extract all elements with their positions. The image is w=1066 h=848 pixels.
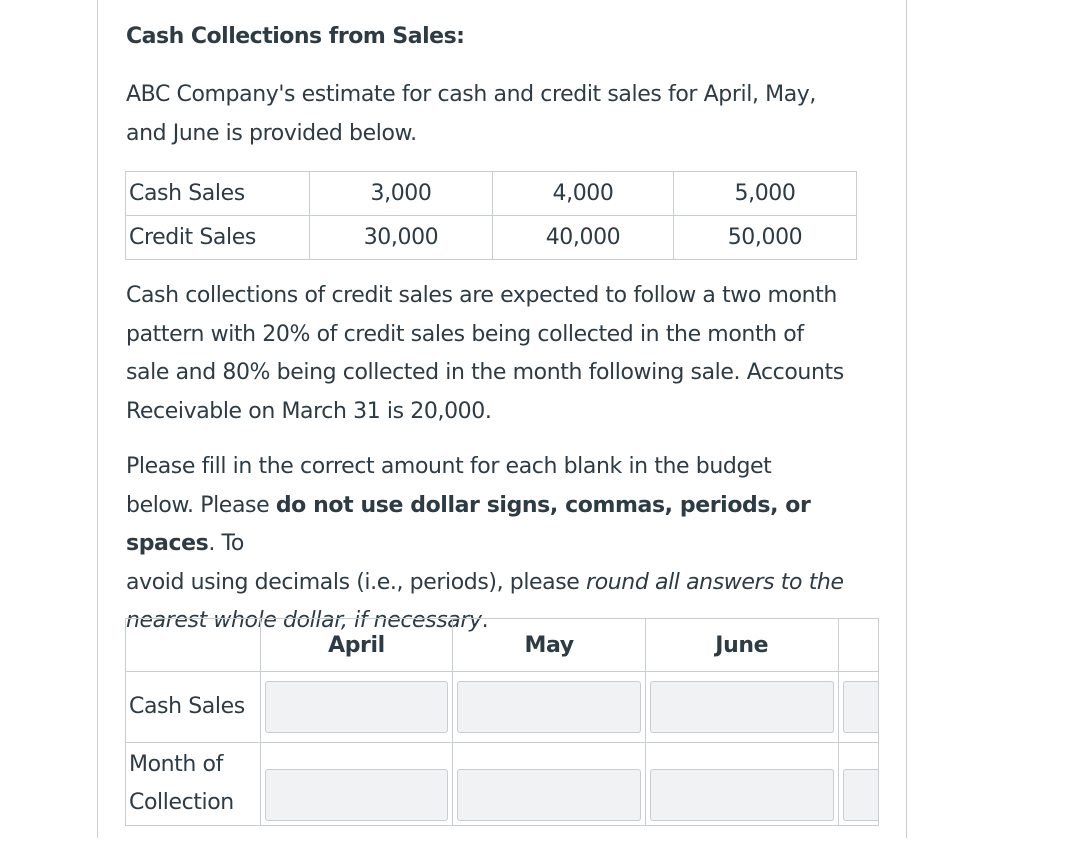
answer-input-collection-april[interactable] [265,769,449,821]
budget-table-viewport [125,618,879,848]
answer-input-cash-sales-april[interactable] [265,681,449,733]
row-label-credit-sales: Credit Sales [126,216,310,260]
row-label-cash-sales: Cash Sales [126,172,310,216]
cell [453,672,646,743]
instruction-italic-text: round all answers to the [586,569,844,595]
column-header-june: June [645,619,838,672]
pattern-line: sale and 80% being collected in the month following sale. Accounts [126,360,844,385]
instructions-paragraph [126,448,886,641]
cash-sales-april: 3,000 [310,172,493,216]
row-label-month-of-collection [126,743,261,826]
sales-estimate-table [125,171,857,260]
pattern-line: Receivable on March 31 is 20,000. [126,398,492,424]
instruction-text: . To [208,531,244,556]
table-row [126,216,857,260]
cell [260,672,453,743]
table-row [126,172,857,216]
instruction-italic-text: nearest whole dollar, if necessary [126,608,482,633]
row-label-cash-sales: Cash Sales [126,672,261,743]
instruction-text: below. Please [126,492,276,518]
answer-input-collection-may[interactable] [457,769,641,821]
credit-sales-may: 40,000 [493,216,674,260]
table-row [126,672,879,743]
column-header-may: May [453,619,646,672]
instruction-bold-text: do not use dollar signs, commas, periods, or spaces [126,492,811,556]
column-header-april: April [260,619,453,672]
collection-pattern-paragraph [126,277,886,431]
instruction-text: avoid using decimals (i.e., periods), please [126,569,587,595]
pattern-line: pattern with 20% of credit sales being collected in the month of [126,321,804,347]
column-header-total [838,619,878,672]
collections-budget-table [125,618,879,826]
table-row [126,743,879,826]
cash-sales-may: 4,000 [493,172,674,216]
answer-input-cash-sales-may[interactable] [457,681,641,733]
instruction-text: . [481,608,489,633]
cell [838,672,878,743]
cell [453,743,646,826]
section-heading: Cash Collections from Sales: [126,24,465,49]
intro-line: ABC Company's estimate for cash and credit sales for April, May, [126,82,817,107]
credit-sales-june: 50,000 [674,216,857,260]
cell [260,743,453,826]
credit-sales-april: 30,000 [310,216,493,260]
cell [838,743,878,826]
instruction-text: Please fill in the correct amount for each blank in the budget [126,454,772,479]
intro-line: and June is provided below. [126,120,417,146]
row-label-line: Month of [129,751,223,777]
header-corner [126,619,261,672]
answer-input-cash-sales-total[interactable] [843,681,878,733]
answer-input-cash-sales-june[interactable] [650,681,834,733]
cash-sales-june: 5,000 [674,172,857,216]
intro-paragraph [126,76,886,153]
cell [645,672,838,743]
answer-input-collection-june[interactable] [650,769,834,821]
cell [645,743,838,826]
table-header-row [126,619,879,672]
answer-input-collection-total[interactable] [843,769,878,821]
pattern-line: Cash collections of credit sales are expected to follow a two month [126,283,837,308]
row-label-line: Collection [129,790,234,815]
